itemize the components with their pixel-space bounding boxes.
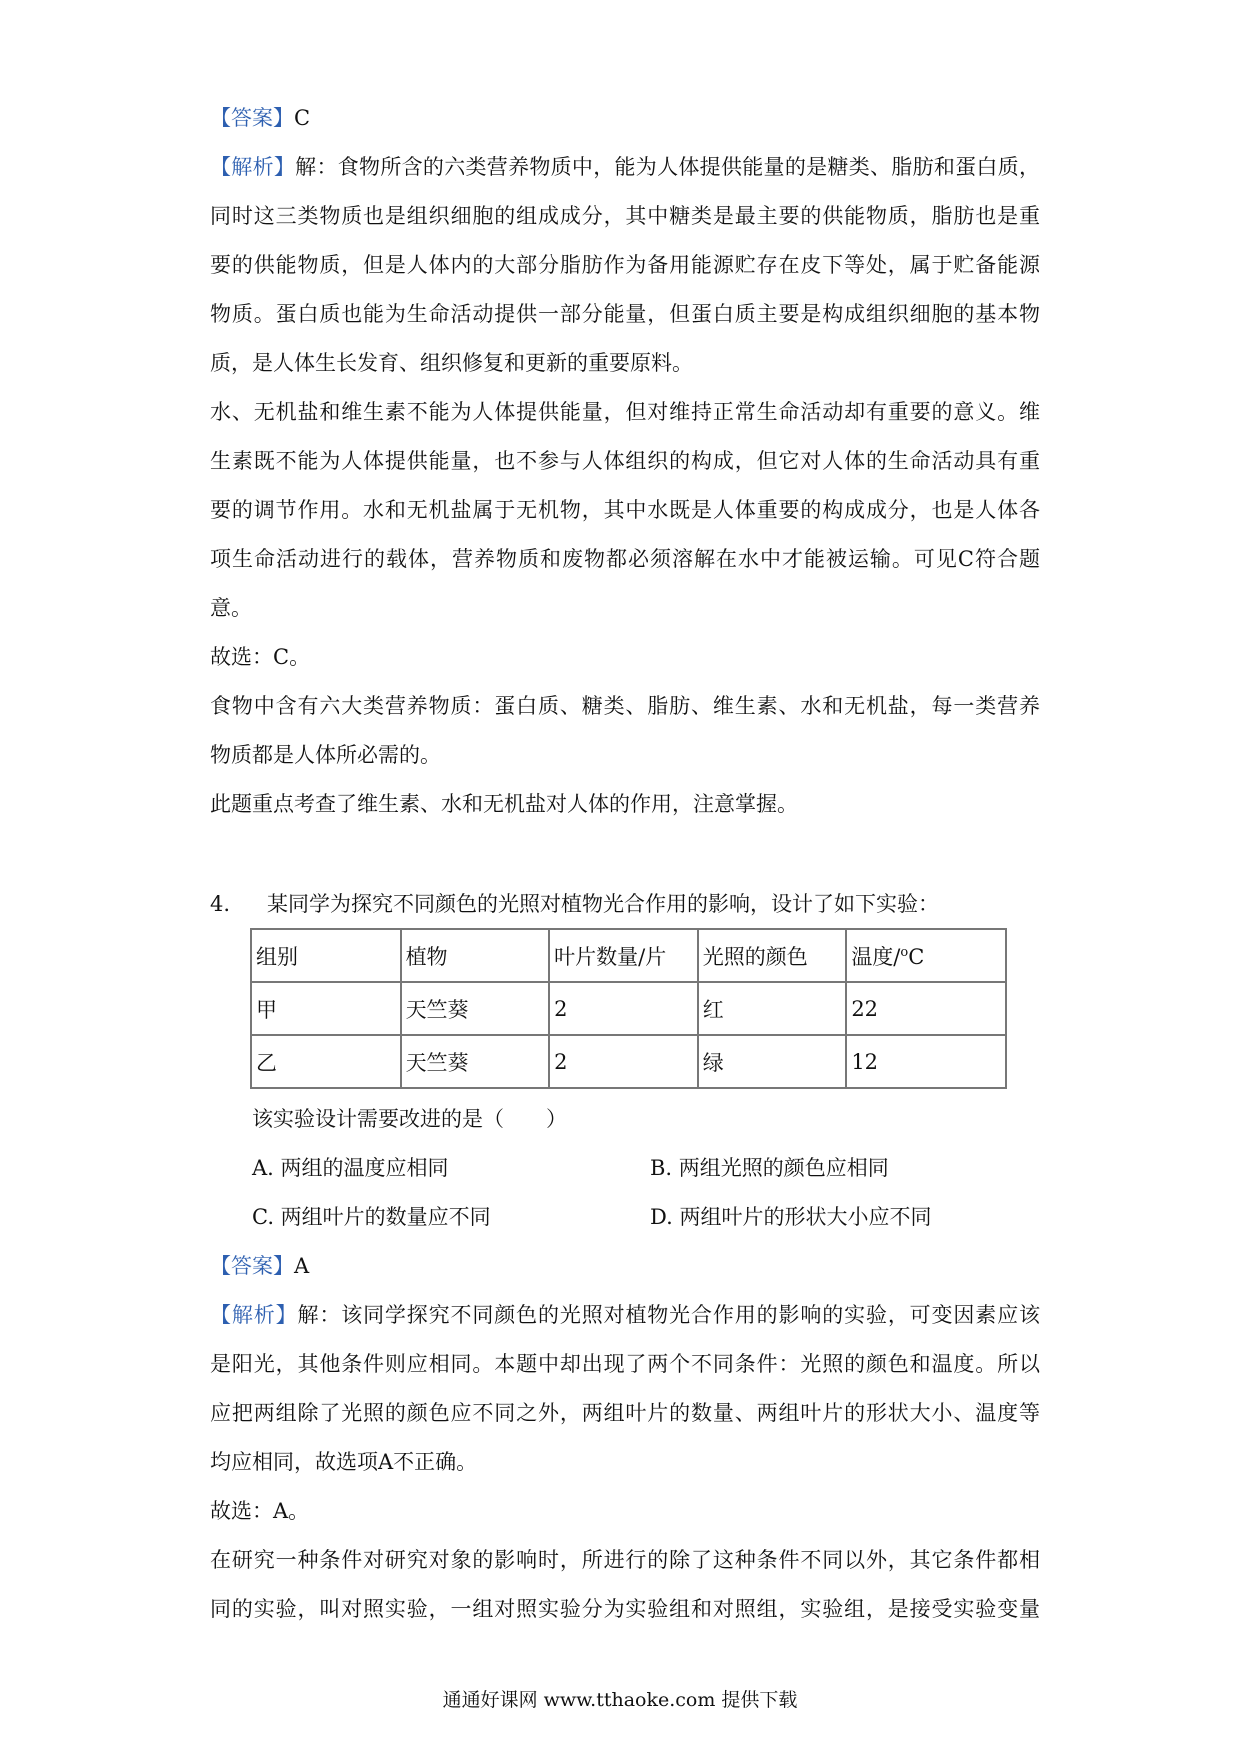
analysis-line: 要的供能物质，但是人体内的大部分脂肪作为备用能源贮存在皮下等处，属于贮备能源 — [210, 253, 1040, 277]
analysis-block — [210, 143, 1040, 829]
choice-line: 故选：C。 — [210, 645, 311, 669]
table-cell: 绿 — [698, 1035, 847, 1088]
table-header-cell: 叶片数量/片 — [549, 929, 698, 982]
table-row — [251, 982, 1006, 1035]
comment-line: 此题重点考查了维生素、水和无机盐对人体的作用，注意掌握。 — [210, 792, 798, 816]
option-c[interactable]: C. 两组叶片的数量应不同 — [252, 1205, 491, 1229]
table-header-row — [251, 929, 1006, 982]
table-cell: 2 — [549, 1035, 698, 1088]
table-cell: 天竺葵 — [401, 1035, 550, 1088]
table-header-cell: 光照的颜色 — [698, 929, 847, 982]
point-line: 在研究一种条件对研究对象的影响时，所进行的除了这种条件不同以外，其它条件都相 — [210, 1548, 1040, 1572]
analysis-line: 水、无机盐和维生素不能为人体提供能量，但对维持正常生命活动却有重要的意义。维 — [210, 400, 1040, 424]
choice-line: 故选：A。 — [210, 1499, 310, 1523]
table-cell: 红 — [698, 982, 847, 1035]
analysis-line: 应把两组除了光照的颜色应不同之外，两组叶片的数量、两组叶片的形状大小、温度等 — [210, 1401, 1040, 1425]
answer-line — [210, 94, 1040, 143]
table-cell: 12 — [846, 1035, 1006, 1088]
point-line: 同的实验，叫对照实验，一组对照实验分为实验组和对照组，实验组，是接受实验变量 — [210, 1597, 1040, 1621]
option-d[interactable]: D. 两组叶片的形状大小应不同 — [650, 1205, 932, 1229]
table-cell: 2 — [549, 982, 698, 1035]
question-ask: 该实验设计需要改进的是（ ） — [252, 1107, 567, 1131]
analysis-line: 项生命活动进行的载体，营养物质和废物都必须溶解在水中才能被运输。可见C符合题 — [210, 547, 1040, 571]
question-number: 4. — [210, 892, 231, 916]
answer-tag: 【答案】 — [210, 1254, 294, 1278]
point-line: 物质都是人体所必需的。 — [210, 743, 441, 767]
analysis-line: 生素既不能为人体提供能量，也不参与人体组织的构成，但它对人体的生命活动具有重 — [210, 449, 1040, 473]
analysis-line: 是阳光，其他条件则应相同。本题中却出现了两个不同条件：光照的颜色和温度。所以 — [210, 1352, 1040, 1376]
analysis-line: 均应相同，故选项A不正确。 — [210, 1450, 478, 1474]
answer-value: A — [294, 1254, 310, 1278]
analysis-line: 物质。蛋白质也能为生命活动提供一部分能量，但蛋白质主要是构成组织细胞的基本物 — [210, 302, 1040, 326]
table-cell: 甲 — [251, 982, 401, 1035]
analysis-line: 质，是人体生长发育、组织修复和更新的重要原料。 — [210, 351, 693, 375]
analysis-line: 【解析】解：该同学探究不同颜色的光照对植物光合作用的影响的实验，可变因素应该 — [210, 1303, 1041, 1327]
table-header-cell: 组别 — [251, 929, 401, 982]
table-header-cell: 温度/$^o$C — [846, 929, 1006, 982]
analysis-line: 同时这三类物质也是组织细胞的组成成分，其中糖类是最主要的供能物质，脂肪也是重 — [210, 204, 1040, 228]
analysis-line: 意。 — [210, 596, 252, 620]
question-stem: 某同学为探究不同颜色的光照对植物光合作用的影响，设计了如下实验： — [267, 892, 939, 916]
option-a[interactable]: A. 两组的温度应相同 — [252, 1156, 449, 1180]
table-row — [251, 1035, 1006, 1088]
answer-tag: 【答案】 — [210, 106, 294, 130]
point-line: 食物中含有六大类营养物质：蛋白质、糖类、脂肪、维生素、水和无机盐，每一类营养 — [210, 694, 1040, 718]
analysis-line: 要的调节作用。水和无机盐属于无机物，其中水既是人体重要的构成成分，也是人体各 — [210, 498, 1040, 522]
analysis-tag: 【解析】 — [210, 155, 296, 179]
answer-line — [210, 1242, 1040, 1291]
analysis-block — [210, 1291, 1040, 1634]
experiment-table — [250, 928, 1007, 1089]
analysis-line: 【解析】解：食物所含的六类营养物质中，能为人体提供能量的是糖类、脂肪和蛋白质， — [210, 155, 1041, 179]
footer-source: 通通好课网 www.tthaoke.com 提供下载 — [442, 1689, 798, 1711]
table-header-cell: 植物 — [401, 929, 550, 982]
analysis-tag: 【解析】 — [210, 1303, 298, 1327]
table-cell: 22 — [846, 982, 1006, 1035]
table-cell: 天竺葵 — [401, 982, 550, 1035]
table-cell: 乙 — [251, 1035, 401, 1088]
option-b[interactable]: B. 两组光照的颜色应相同 — [650, 1156, 889, 1180]
answer-value: C — [294, 106, 311, 130]
